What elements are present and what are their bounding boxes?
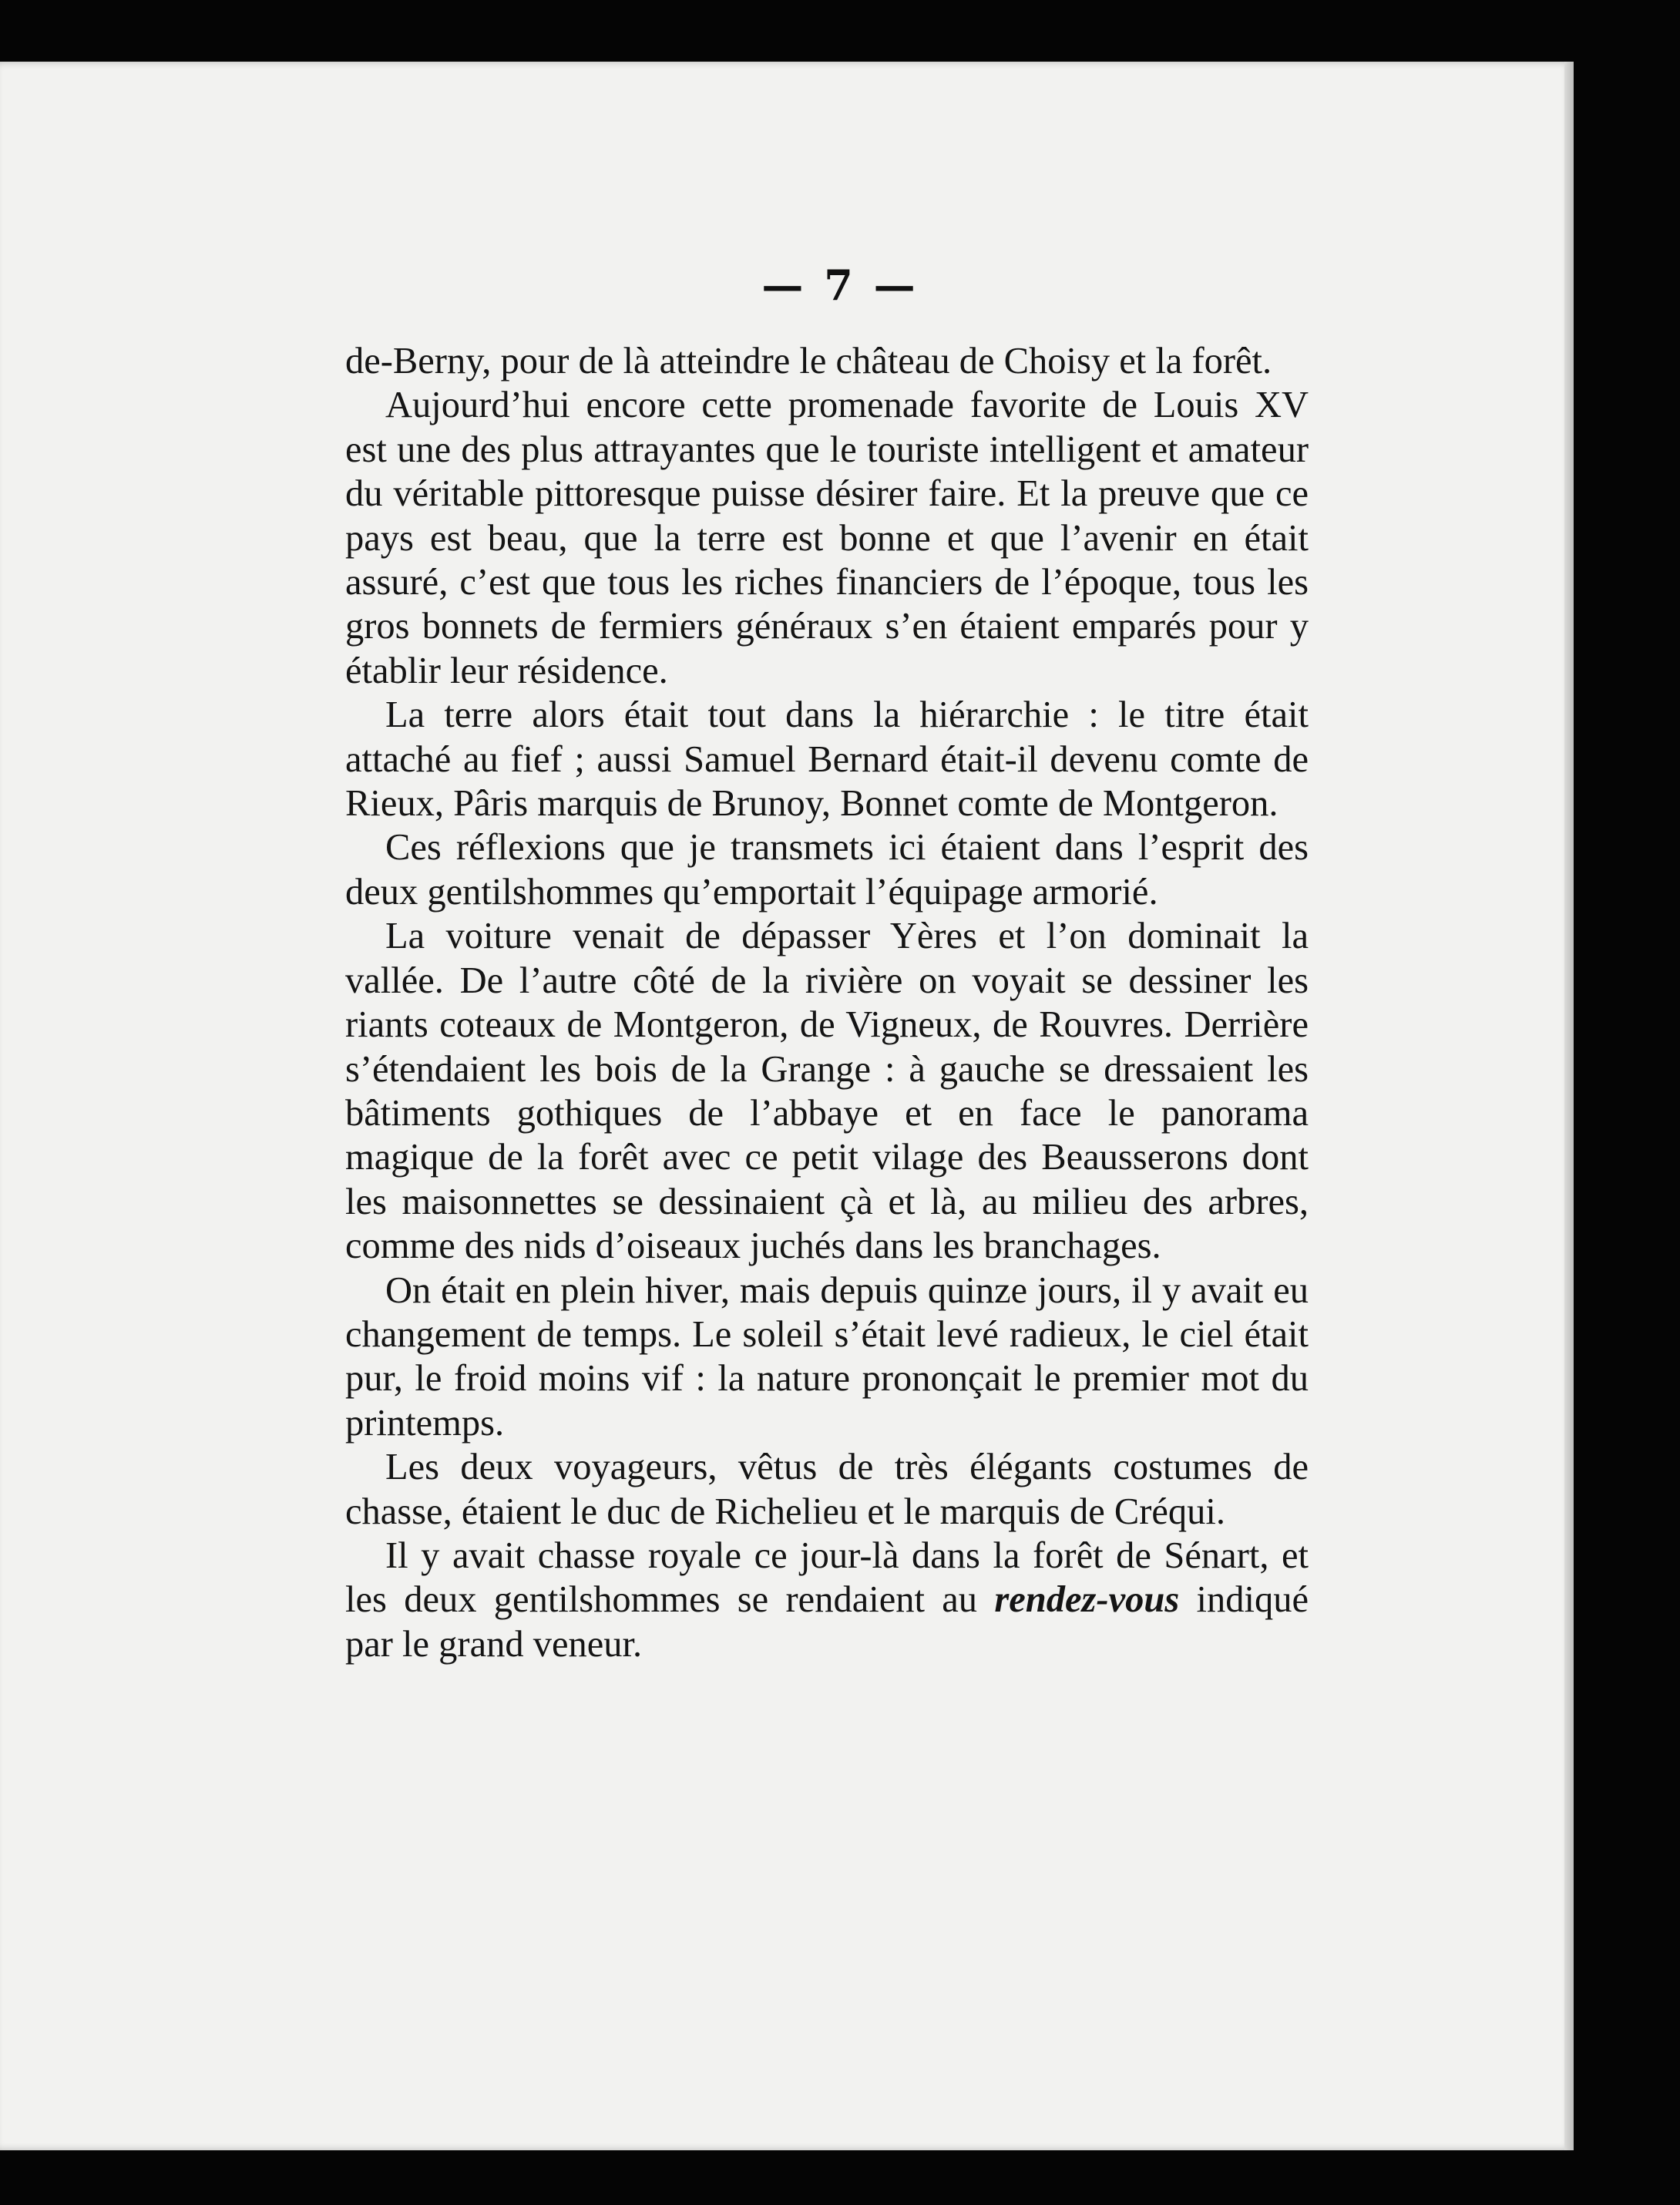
page-edge (1564, 62, 1574, 2150)
paragraph: On était en plein hiver, mais depuis quinze jours, il y avait eu changement de temps. Le soleil s’était levé radieux, le ciel était pur, le froid moins vif : la nature prononçait le premier mot du printemps. (345, 1269, 1309, 1444)
paragraph: de-Berny, pour de là atteindre le château de Choisy et la forêt. (345, 341, 1272, 382)
paragraph: La terre alors était tout dans la hiérarchie : le titre était attaché au fief ; aussi Samuel Bernard était-il devenu comte de Rieux, Pâris marquis de Brunoy, Bonnet comte de Montgeron. (345, 694, 1309, 825)
paragraph: Les deux voyageurs, vêtus de très élégants costumes de chasse, étaient le duc de Richelieu et le marquis de Créqui. (345, 1447, 1309, 1532)
paragraph: La voiture venait de dépasser Yères et l’on dominait la vallée. De l’autre côté de la rivière on voyait se dessiner les riants coteaux de Montgeron, de Vigneux, de Rouvres. Derrière s’étendaient les bois de la Grange : à gauche se dressaient les bâtiments gothiques de l’abbaye et en face le panorama magique de la forêt avec ce petit vilage des Beausserons dont les maisonnettes se dessinaient çà et là, au milieu des arbres, comme des nids d’oiseaux juchés dans les branchages. (345, 916, 1309, 1267)
emphasis-text: rendez-vous (994, 1579, 1180, 1621)
paragraph: Aujourd’hui encore cette promenade favorite de Louis XV est une des plus attrayantes que le touriste intelligent et amateur du véritable pittoresque puisse désirer faire. Et la preuve que ce pays est beau, que la terre est bonne et que l’avenir en était assuré, c’est que tous les riches financiers de l’époque, tous les gros bonnets de fermiers généraux s’en étaient emparés pour y établir leur résidence. (345, 385, 1309, 691)
page-number: — 7 — (761, 260, 919, 310)
body-text (345, 339, 1309, 1666)
paragraph-text: indiqué par le grand veneur. (345, 1579, 1309, 1665)
paragraph (345, 1534, 1309, 1666)
paragraph: Ces réflexions que je transmets ici étaient dans l’esprit des deux gentilshommes qu’emportait l’équipage armorié. (345, 827, 1309, 913)
paragraph-text: Il y avait chasse royale ce jour-là dans la forêt de Sénart, et les deux gentilshommes se rendaient au (345, 1534, 1309, 1621)
